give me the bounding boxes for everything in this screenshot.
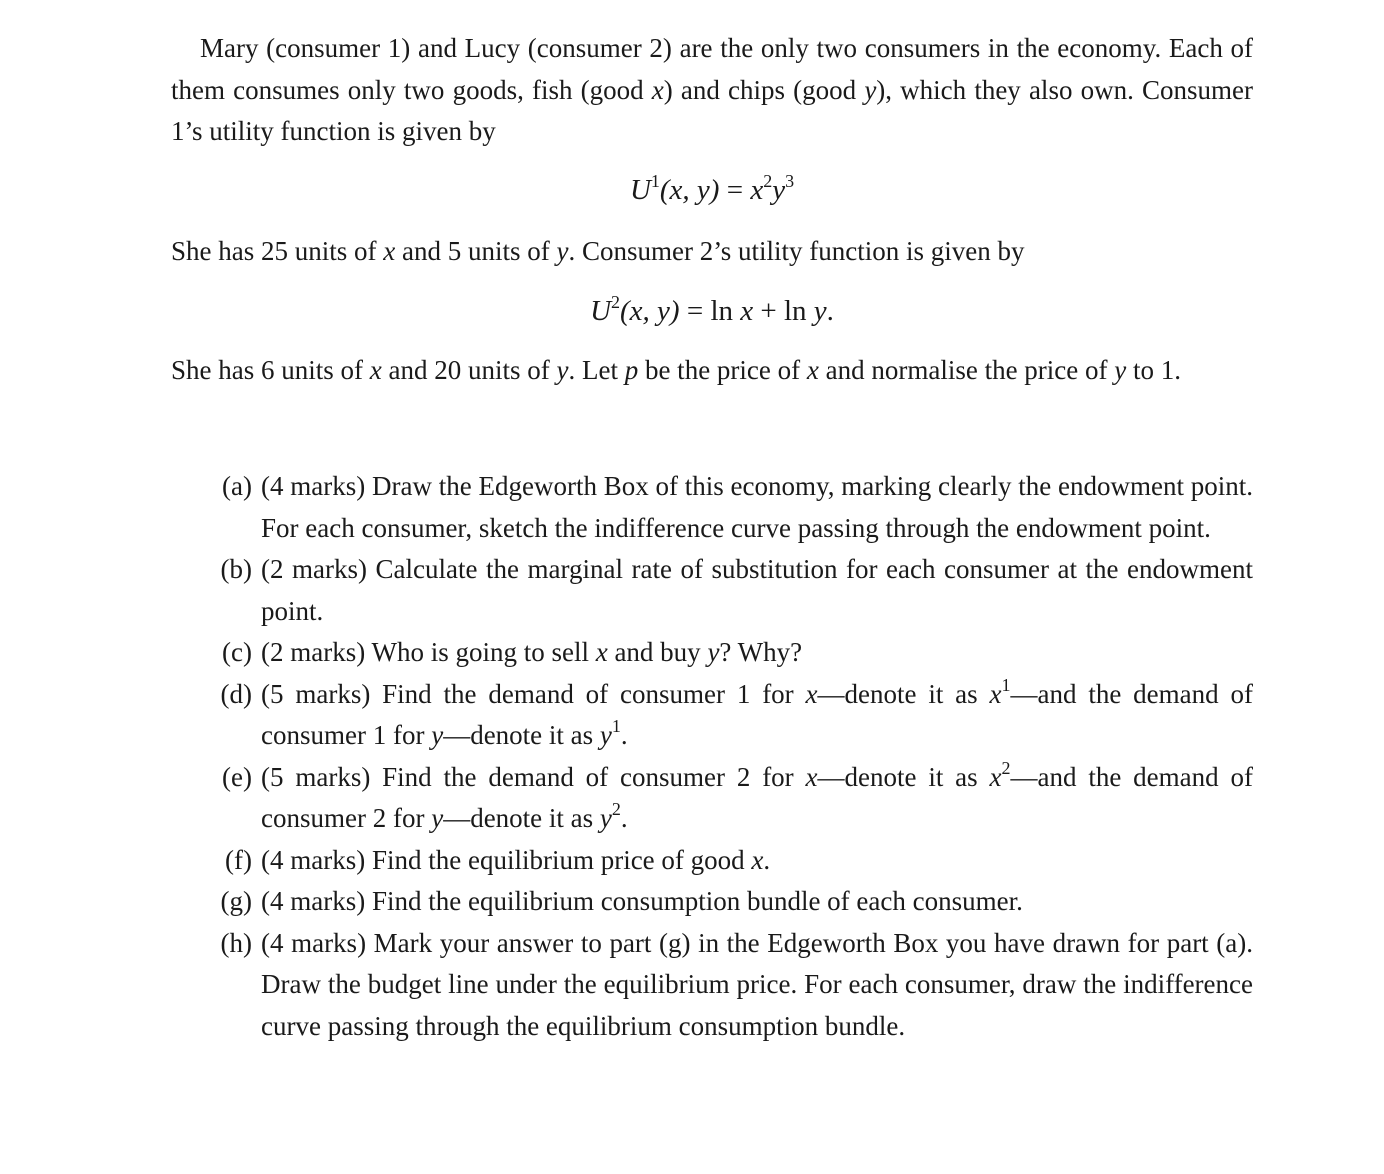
math-U: U xyxy=(590,295,612,327)
superscript: 2 xyxy=(611,292,621,312)
superscript: 1 xyxy=(650,171,660,191)
question-text: —denote it as xyxy=(817,761,990,792)
math-y: y xyxy=(556,236,569,266)
question-item-d xyxy=(206,674,1253,757)
question-text: ? Why? xyxy=(719,637,803,667)
math-x: x xyxy=(805,761,818,792)
math-x: x xyxy=(989,761,1002,792)
question-text: —denote it as xyxy=(443,720,600,750)
question-text: (4 marks) Find the equilibrium price of good xyxy=(261,844,752,875)
equation-utility-2 xyxy=(171,291,1253,331)
question-text: and buy xyxy=(607,637,708,667)
question-text: (4 marks) Mark your answer to part (g) in the Edgeworth Box you have drawn for part (a). Draw the budget line under the equilibrium price. For each consumer, draw the indifference curve passing through the equilibrium consumption bundle. xyxy=(261,927,1253,1041)
text: and 20 units of xyxy=(381,355,557,385)
question-text: (2 marks) Who is going to sell xyxy=(261,637,596,667)
question-text: . xyxy=(620,720,628,750)
question-text: —and the demand of consumer 2 for xyxy=(261,761,1253,833)
intro-paragraph xyxy=(171,28,1253,153)
math-x: x xyxy=(383,236,396,266)
text: and normalise the price of xyxy=(818,355,1115,385)
ln-operator: ln xyxy=(710,295,741,327)
question-text: (4 marks) Find the equilibrium consumption bundle of each consumer. xyxy=(261,886,1023,916)
question-item-e xyxy=(206,757,1253,840)
question-label: (c) xyxy=(222,637,252,667)
period: . xyxy=(826,295,834,327)
intro-text: ) and chips (good xyxy=(663,74,865,105)
question-text: (4 marks) Draw the Edgeworth Box of this economy, marking clearly the endowment point. For each consumer, sketch the indifference curve passing through the endowment point. xyxy=(261,471,1253,543)
superscript: 2 xyxy=(1001,757,1011,778)
question-text: (5 marks) Find the demand of consumer 2 for xyxy=(261,761,806,792)
math-y: y xyxy=(813,295,827,327)
question-item-c xyxy=(206,632,1253,674)
math-x: x xyxy=(805,678,818,709)
question-text: (2 marks) Calculate the marginal rate of substitution for each consumer at the endowment point. xyxy=(261,554,1253,626)
question-list xyxy=(206,466,1253,1047)
math-y: y xyxy=(599,803,612,833)
math-y: y xyxy=(431,720,444,750)
question-item-f xyxy=(206,840,1253,882)
consumer2-endowment-paragraph xyxy=(171,350,1253,392)
question-text: . xyxy=(763,844,771,875)
question-text: —denote it as xyxy=(817,678,990,709)
exponent: 2 xyxy=(763,171,773,191)
equals-sign: = xyxy=(719,174,751,206)
question-label: (e) xyxy=(222,761,252,792)
question-item-h xyxy=(206,923,1253,1048)
math-y: y xyxy=(1114,355,1127,385)
consumer1-endowment-paragraph xyxy=(171,231,1253,273)
math-x: x xyxy=(740,295,754,327)
text: to 1. xyxy=(1126,355,1182,385)
equation-utility-1 xyxy=(171,170,1253,210)
superscript: 1 xyxy=(611,716,621,736)
math-U: U xyxy=(629,174,651,206)
math-p: p xyxy=(624,355,639,385)
question-label: (d) xyxy=(220,678,252,709)
question-text: —and the demand of consumer 1 for xyxy=(261,678,1253,750)
text: . Consumer 2’s utility function is given by xyxy=(568,236,1025,266)
text: She has 6 units of xyxy=(171,355,370,385)
question-label: (b) xyxy=(220,554,252,584)
math-x: x xyxy=(989,678,1002,709)
math-y: y xyxy=(556,355,569,385)
intro-text: Mary (consumer 1) and Lucy (consumer 2) are the only two consumers in the economy. Each of them consumes only two goods, fish (good xyxy=(171,33,1253,105)
text: . Let xyxy=(568,355,625,385)
math-args: (x, y) xyxy=(620,295,680,327)
math-y: y xyxy=(864,74,877,105)
math-x: x xyxy=(750,174,764,206)
text: be the price of xyxy=(638,355,807,385)
text: She has 25 units of xyxy=(171,236,384,266)
question-text: . xyxy=(620,803,628,833)
superscript: 1 xyxy=(1001,674,1011,695)
question-text: (5 marks) Find the demand of consumer 1 for xyxy=(261,678,806,709)
math-x: x xyxy=(595,637,608,667)
question-text: —denote it as xyxy=(443,803,600,833)
question-label: (h) xyxy=(220,927,252,958)
exponent: 3 xyxy=(785,171,795,191)
question-label: (f) xyxy=(225,844,252,875)
ln-operator: ln xyxy=(783,295,814,327)
math-x: x xyxy=(751,844,764,875)
math-x: x xyxy=(369,355,382,385)
math-y: y xyxy=(772,174,786,206)
math-y: y xyxy=(599,720,612,750)
math-args: (x, y) xyxy=(659,174,720,206)
math-x: x xyxy=(651,74,664,105)
math-y: y xyxy=(431,803,444,833)
question-item-a xyxy=(206,466,1253,549)
intro-text: ), which they also own. Consumer 1’s utility function is given by xyxy=(171,74,1253,146)
equals-sign: = xyxy=(679,295,711,327)
math-y: y xyxy=(707,637,720,667)
math-x: x xyxy=(806,355,819,385)
question-item-b xyxy=(206,549,1253,632)
superscript: 2 xyxy=(611,799,621,819)
text: and 5 units of xyxy=(395,236,557,266)
question-label: (a) xyxy=(222,471,252,501)
plus-sign: + xyxy=(753,295,784,327)
question-label: (g) xyxy=(220,886,252,916)
question-item-g xyxy=(206,881,1253,923)
